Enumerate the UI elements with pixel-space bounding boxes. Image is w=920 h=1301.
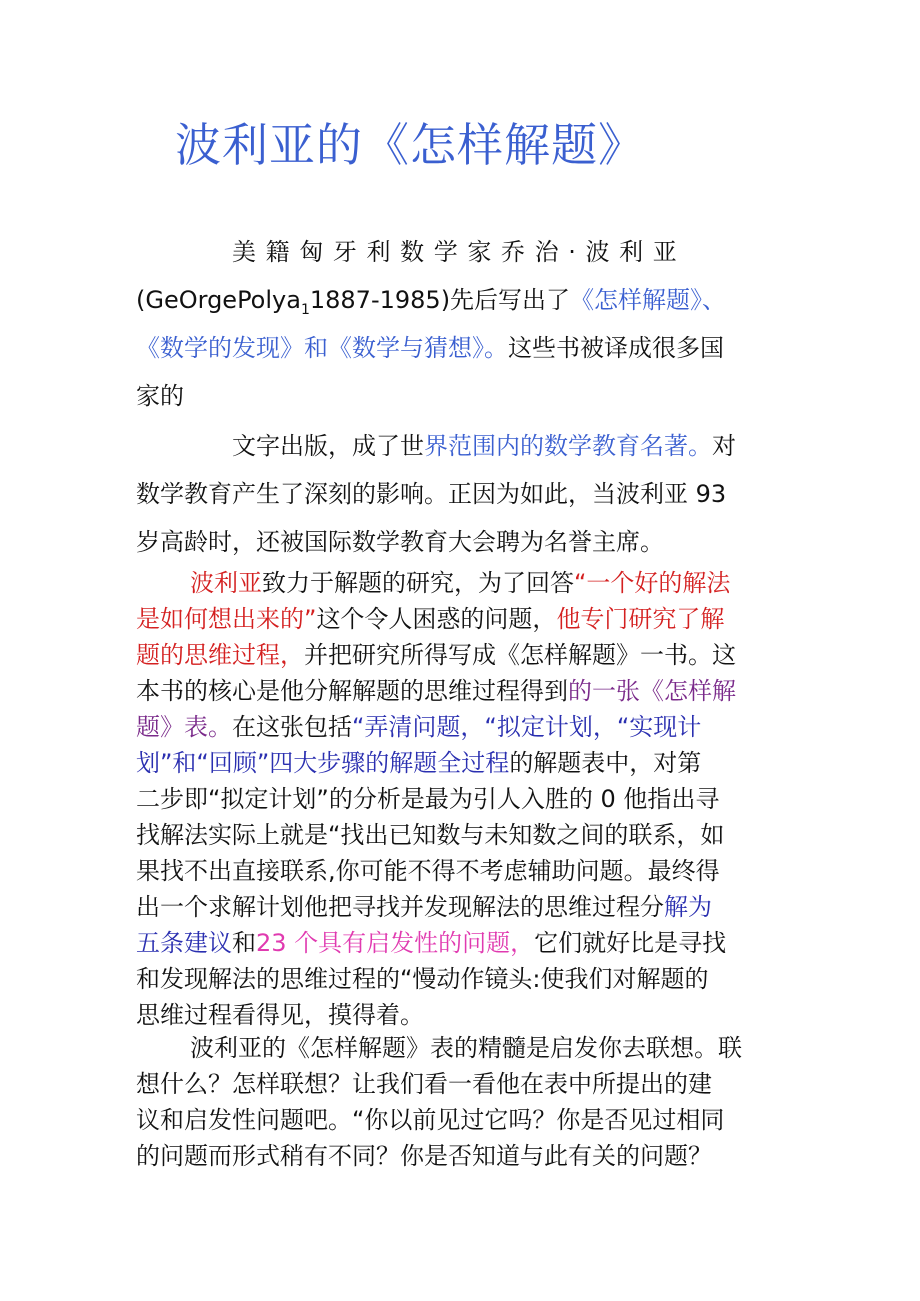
- text-line: 果找不出直接联系,你可能不得不考虑辅助问题。最终得: [136, 857, 720, 885]
- text-line: 思维过程看得见，摸得着。: [136, 1001, 424, 1029]
- text-line: [136, 565, 786, 601]
- text-fragment: 本书的核心是他分解解题的思维过程得到: [136, 677, 568, 705]
- highlight-text: 题》表。: [136, 713, 232, 741]
- text-line: 家的: [136, 382, 184, 410]
- highlight-text: 的一张《怎样解: [568, 677, 736, 705]
- text-fragment: 和: [232, 929, 256, 957]
- text-fragment: 致力于解题的研究，为了回答: [262, 569, 574, 597]
- text-fragment: 1887-1985)先后写出了: [309, 286, 571, 314]
- text-fragment: 在这张包括: [232, 713, 352, 741]
- text-line: [136, 709, 786, 745]
- highlight-text: “弄清问题，“拟定计划，“实现计: [352, 713, 702, 741]
- highlight-text: 他专门研究了解: [556, 605, 725, 633]
- text-fragment: 它们就好比是寻找: [534, 929, 727, 957]
- text-fragment: 并把研究所得写成《怎样解题》一书。这: [304, 641, 736, 669]
- text-line: 数学教育产生了深刻的影响。正因为如此，当波利亚 93: [136, 480, 727, 508]
- text-line: [136, 889, 786, 925]
- text-line: [136, 637, 786, 673]
- highlight-text: 五条建议: [136, 929, 232, 957]
- text-fragment: 文字出版，成了世: [232, 432, 424, 460]
- book-title: 《怎样解题》、: [570, 286, 727, 314]
- text-line: 二步即“拟定计划”的分析是最为引人入胜的 0 他指出寻: [136, 785, 720, 813]
- text-line: 波利亚的《怎样解题》表的精髓是启发你去联想。联: [190, 1034, 742, 1062]
- paragraph-intro: [136, 228, 786, 420]
- text-line: 和发现解法的思维过程的“慢动作镜头:使我们对解题的: [136, 965, 709, 993]
- author-name: (GeOrgePolya: [136, 286, 301, 314]
- text-fragment: 这个令人困惑的问题，: [316, 605, 557, 633]
- text-line: 议和启发性问题吧。“你以前见过它吗？你是否见过相同: [136, 1106, 725, 1134]
- highlight-text: 解为: [664, 893, 712, 921]
- text-fragment: 对: [712, 432, 736, 460]
- text-line: [136, 601, 786, 637]
- highlight-text: 波利亚: [190, 569, 262, 597]
- text-line: [136, 276, 786, 324]
- text-line: [136, 745, 786, 781]
- highlight-text: 23 个具有启发性的问题，: [256, 929, 535, 957]
- paragraph-research: [136, 565, 786, 1033]
- highlight-text: 是如何想出来的”: [136, 605, 317, 633]
- text-line: 美 籍 匈 牙 利 数 学 家 乔 治 · 波 利 亚: [232, 238, 678, 266]
- text-line: [136, 422, 786, 470]
- text-line: 想什么？怎样联想？让我们看一看他在表中所提出的建: [136, 1070, 712, 1098]
- highlight-text: 界范围内的数学教育名著。: [424, 432, 712, 460]
- text-fragment: 的解题表中，对第: [509, 749, 702, 777]
- highlight-text: 题的思维过程，: [136, 641, 304, 669]
- subscript: 1: [300, 301, 310, 318]
- paragraph-essence: [136, 1030, 786, 1174]
- text-fragment: 这些书被译成很多国: [508, 334, 724, 362]
- book-titles: 《数学的发现》和《数学与猜想》。: [136, 334, 508, 362]
- highlight-text: “一个好的解法: [574, 569, 731, 597]
- text-line: [136, 925, 786, 961]
- text-line: 找解法实际上就是“找出已知数与未知数之间的联系，如: [136, 821, 725, 849]
- text-line: [136, 324, 786, 372]
- page-title: 波利亚的《怎样解题》: [175, 118, 645, 172]
- text-line: 岁高龄时，还被国际数学教育大会聘为名誉主席。: [136, 528, 664, 556]
- highlight-text: 划”和“回顾”四大步骤的解题全过程: [136, 749, 510, 777]
- text-line: [136, 673, 786, 709]
- text-fragment: 出一个求解计划他把寻找并发现解法的思维过程分: [136, 893, 664, 921]
- text-line: 的问题而形式稍有不同？你是否知道与此有关的问题？: [136, 1142, 712, 1170]
- paragraph-translation: [136, 422, 786, 566]
